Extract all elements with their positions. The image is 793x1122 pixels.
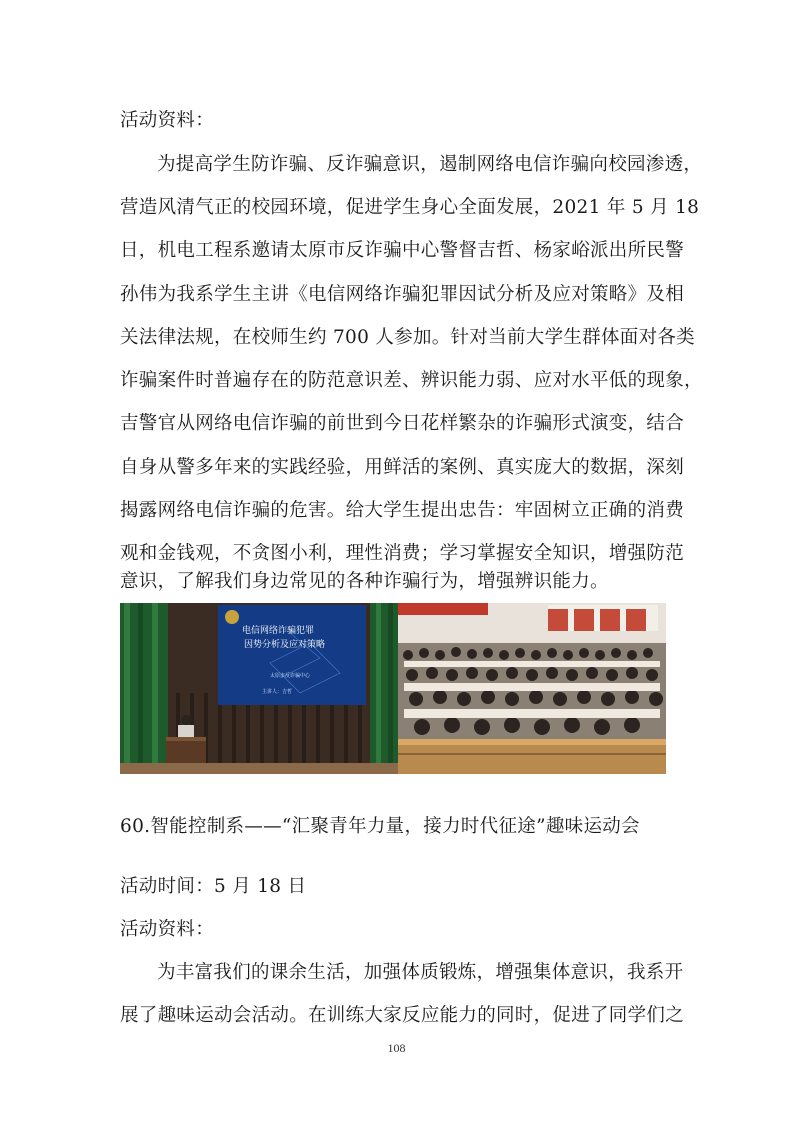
- paragraph-line: 吉警官从网络电信诈骗的前世到今日花样繁杂的诈骗形式演变，结合: [120, 413, 685, 434]
- paragraph-line: 关法律法规，在校师生约 700 人参加。针对当前大学生群体面对各类: [120, 327, 695, 348]
- paragraph-line: 营造风清气正的校园环境，促进学生身心全面发展，2021 年 5 月 18: [120, 197, 700, 218]
- lecture-stage-photo: [120, 603, 398, 774]
- section1-label: 活动资料：: [120, 110, 215, 131]
- slide-title-line1: 电信网络诈骗犯罪: [242, 626, 315, 636]
- paragraph-line: 诈骗案件时普遍存在的防范意识差、辨识能力弱、应对水平低的现象，: [120, 370, 703, 391]
- section2-heading: 60.智能控制系——“汇聚青年力量，接力时代征途”趣味运动会: [120, 816, 640, 837]
- section2-label: 活动资料：: [120, 919, 215, 940]
- audience-photo: [398, 603, 666, 774]
- paragraph-line: 意识，了解我们身边常见的各种诈骗行为，增强辨识能力。: [120, 571, 609, 592]
- paragraph-line: 为提高学生防诈骗、反诈骗意识，遏制网络电信诈骗向校园渗透，: [157, 154, 703, 175]
- event-photos: [120, 603, 666, 774]
- audience-illustration: [398, 603, 666, 774]
- paragraph-line: 观和金钱观，不贪图小利，理性消费；学习掌握安全知识，增强防范: [120, 543, 685, 564]
- paragraph-line: 展了趣味运动会活动。在训练大家反应能力的同时，促进了同学们之: [120, 1005, 685, 1026]
- slide-title-line2: 因势分析及应对策略: [244, 640, 326, 650]
- slide-org-line: 太原市反诈骗中心: [270, 673, 311, 679]
- paragraph-line: 孙伟为我系学生主讲《电信网络诈骗犯罪因试分析及应对策略》及相: [120, 284, 685, 305]
- paragraph-line: 揭露网络电信诈骗的危害。给大学生提出忠告：牢固树立正确的消费: [120, 500, 685, 521]
- paragraph-line: 日，机电工程系邀请太原市反诈骗中心警督吉哲、杨家峪派出所民警: [120, 240, 685, 261]
- page-number: 108: [387, 1041, 406, 1055]
- lecture-stage-illustration: [120, 603, 398, 774]
- slide-speaker-line: 主讲人：吉哲: [262, 689, 293, 695]
- activity-time: 活动时间：5 月 18 日: [120, 876, 307, 897]
- paragraph-line: 自身从警多年来的实践经验，用鲜活的案例、真实庞大的数据，深刻: [120, 457, 685, 478]
- paragraph-line: 为丰富我们的课余生活，加强体质锻炼，增强集体意识，我系开: [157, 962, 684, 983]
